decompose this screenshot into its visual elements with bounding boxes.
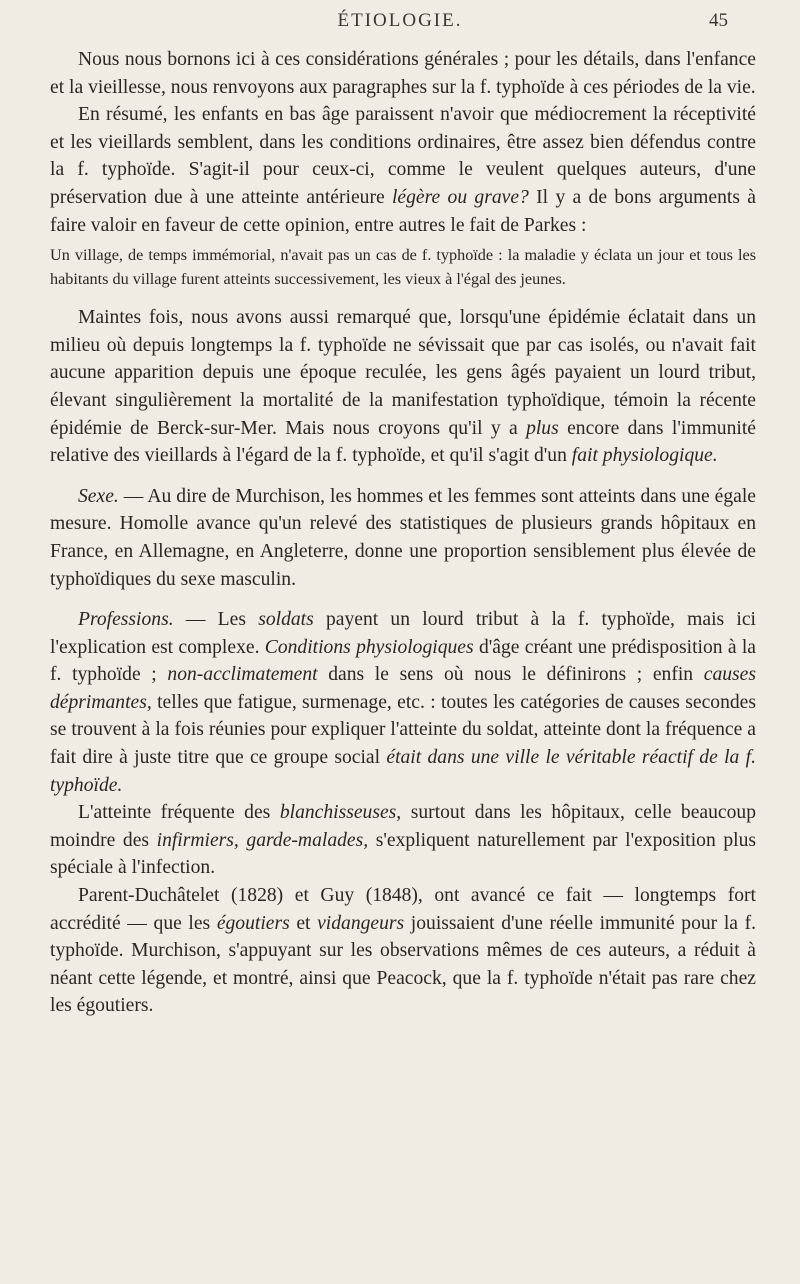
emphasis-text: soldats [258, 609, 314, 631]
emphasis-text: plus [526, 417, 559, 439]
running-head [0, 10, 800, 36]
text-segment: dans le sens où nous le définirons ; enfin [317, 664, 704, 686]
emphasis-text: fait physiologique. [571, 445, 718, 467]
text-segment: payent un lourd tribut à la f. typhoïde, mais ici l'explication est complexe. [50, 609, 756, 658]
text-segment: jouissaient d'une réelle immunité pour la f. typhoïde. Murchison, s'appuyant sur les observations mêmes de ces auteurs, a réduit à néant cette légende, et montré, ainsi que Peacock, que la f. typhoïde n'était pas rare chez les égoutiers. [50, 912, 757, 1017]
text-segment: En résumé, les enfants en bas âge paraissent n'avoir que médiocrement la réceptivité et les vieillards semblent, dans les conditions ordinaires, être assez bien défendus contre la f. typhoïde. S'agit-il pour ceux-ci, comme le veulent quelques auteurs, d'une préservation due à une atteinte antérieure [50, 104, 756, 208]
paragraph-summary [50, 101, 756, 239]
emphasis-text: causes déprimantes, [50, 664, 756, 713]
emphasis-text: non-acclimatement [167, 664, 318, 686]
paragraph-sex [50, 483, 756, 593]
text-segment: Parent-Duchâtelet (1828) et Guy (1848), ont avancé ce fait — longtemps fort accrédité — que les [50, 885, 756, 934]
running-title: ÉTIOLOGIE. [337, 10, 463, 31]
section-heading-professions: Professions. [78, 609, 174, 631]
emphasis-text: vidangeurs [317, 912, 405, 934]
emphasis-text: égoutiers [216, 912, 290, 934]
paragraph-sewer-workers [50, 882, 756, 1020]
paragraph-professions [50, 606, 756, 799]
paragraph-laundresses [50, 799, 756, 882]
text-segment: s'expliquent naturellement par l'exposition plus spéciale à l'infection. [50, 829, 757, 879]
text-segment: telles que fatigue, surmenage, etc. : toutes les catégories de causes secondes se trouvent à la fois réunies pour expliquer l'atteinte du soldat, atteinte dont la fréquence a fait dire à juste titre que ce groupe social [50, 691, 756, 769]
emphasis-text: Conditions physiologiques [264, 636, 474, 658]
section-heading-sexe: Sexe. [78, 485, 119, 507]
emphasis-text: blanchisseuses, [279, 802, 402, 824]
quotation-parkes: Un village, de temps immémorial, n'avait pas un cas de f. typhoïde : la maladie y éclata un jour et tous les habitants du village furent atteints successivement, les vieux à l'égal des jeunes. [50, 246, 756, 288]
text-segment: Il y a de bons arguments à faire valoir en faveur de cette opinion, entre autres le fait de Parkes : [50, 186, 756, 236]
text-segment: et [289, 912, 318, 934]
text-segment: encore dans l'immunité relative des vieillards à l'égard de la f. typhoïde, et qu'il s'agit d'un [50, 417, 756, 467]
emphasis-text: était dans une ville le véritable réactif de la f. typhoïde. [50, 747, 756, 796]
text-segment: — Les [173, 609, 259, 631]
paragraph-epidemics [50, 304, 756, 470]
text-segment: d'âge créant une prédisposition à la f. typhoïde ; [50, 636, 756, 686]
emphasis-text: légère ou grave? [391, 186, 529, 208]
text-segment: Maintes fois, nous avons aussi remarqué que, lorsqu'une épidémie éclatait dans un milieu où depuis longtemps la f. typhoïde ne sévissait que par cas isolés, ou n'avait fait aucune apparition depuis une époque reculée, les gens âgés payaient un lourd tribut, élevant singulièrement la mortalité de la manifestation typhoïdique, témoin la récente épidémie de Berck-sur-Mer. Mais nous croyons qu'il y a [50, 307, 756, 439]
paragraph-intro: Nous nous bornons ici à ces considérations générales ; pour les détails, dans l'enfance et la vieillesse, nous renvoyons aux paragraphes sur la f. typhoïde à ces périodes de la vie. [50, 49, 756, 98]
text-segment: L'atteinte fréquente des [78, 802, 280, 824]
page-number: 45 [709, 10, 728, 31]
text-segment: — Au dire de Murchison, les hommes et les femmes sont atteints dans une égale mesure. Homolle avance qu'un relevé des statistiques de plusieurs grands hôpitaux en France, en Allemagne, en Angleterre, donne une proportion sensiblement plus élevée de typhoïdiques du sexe masculin. [50, 485, 756, 590]
body-text [50, 46, 756, 1020]
emphasis-text: infirmiers, garde-malades, [156, 829, 369, 851]
text-segment: surtout dans les hôpitaux, celle beaucoup moindre des [50, 802, 756, 851]
